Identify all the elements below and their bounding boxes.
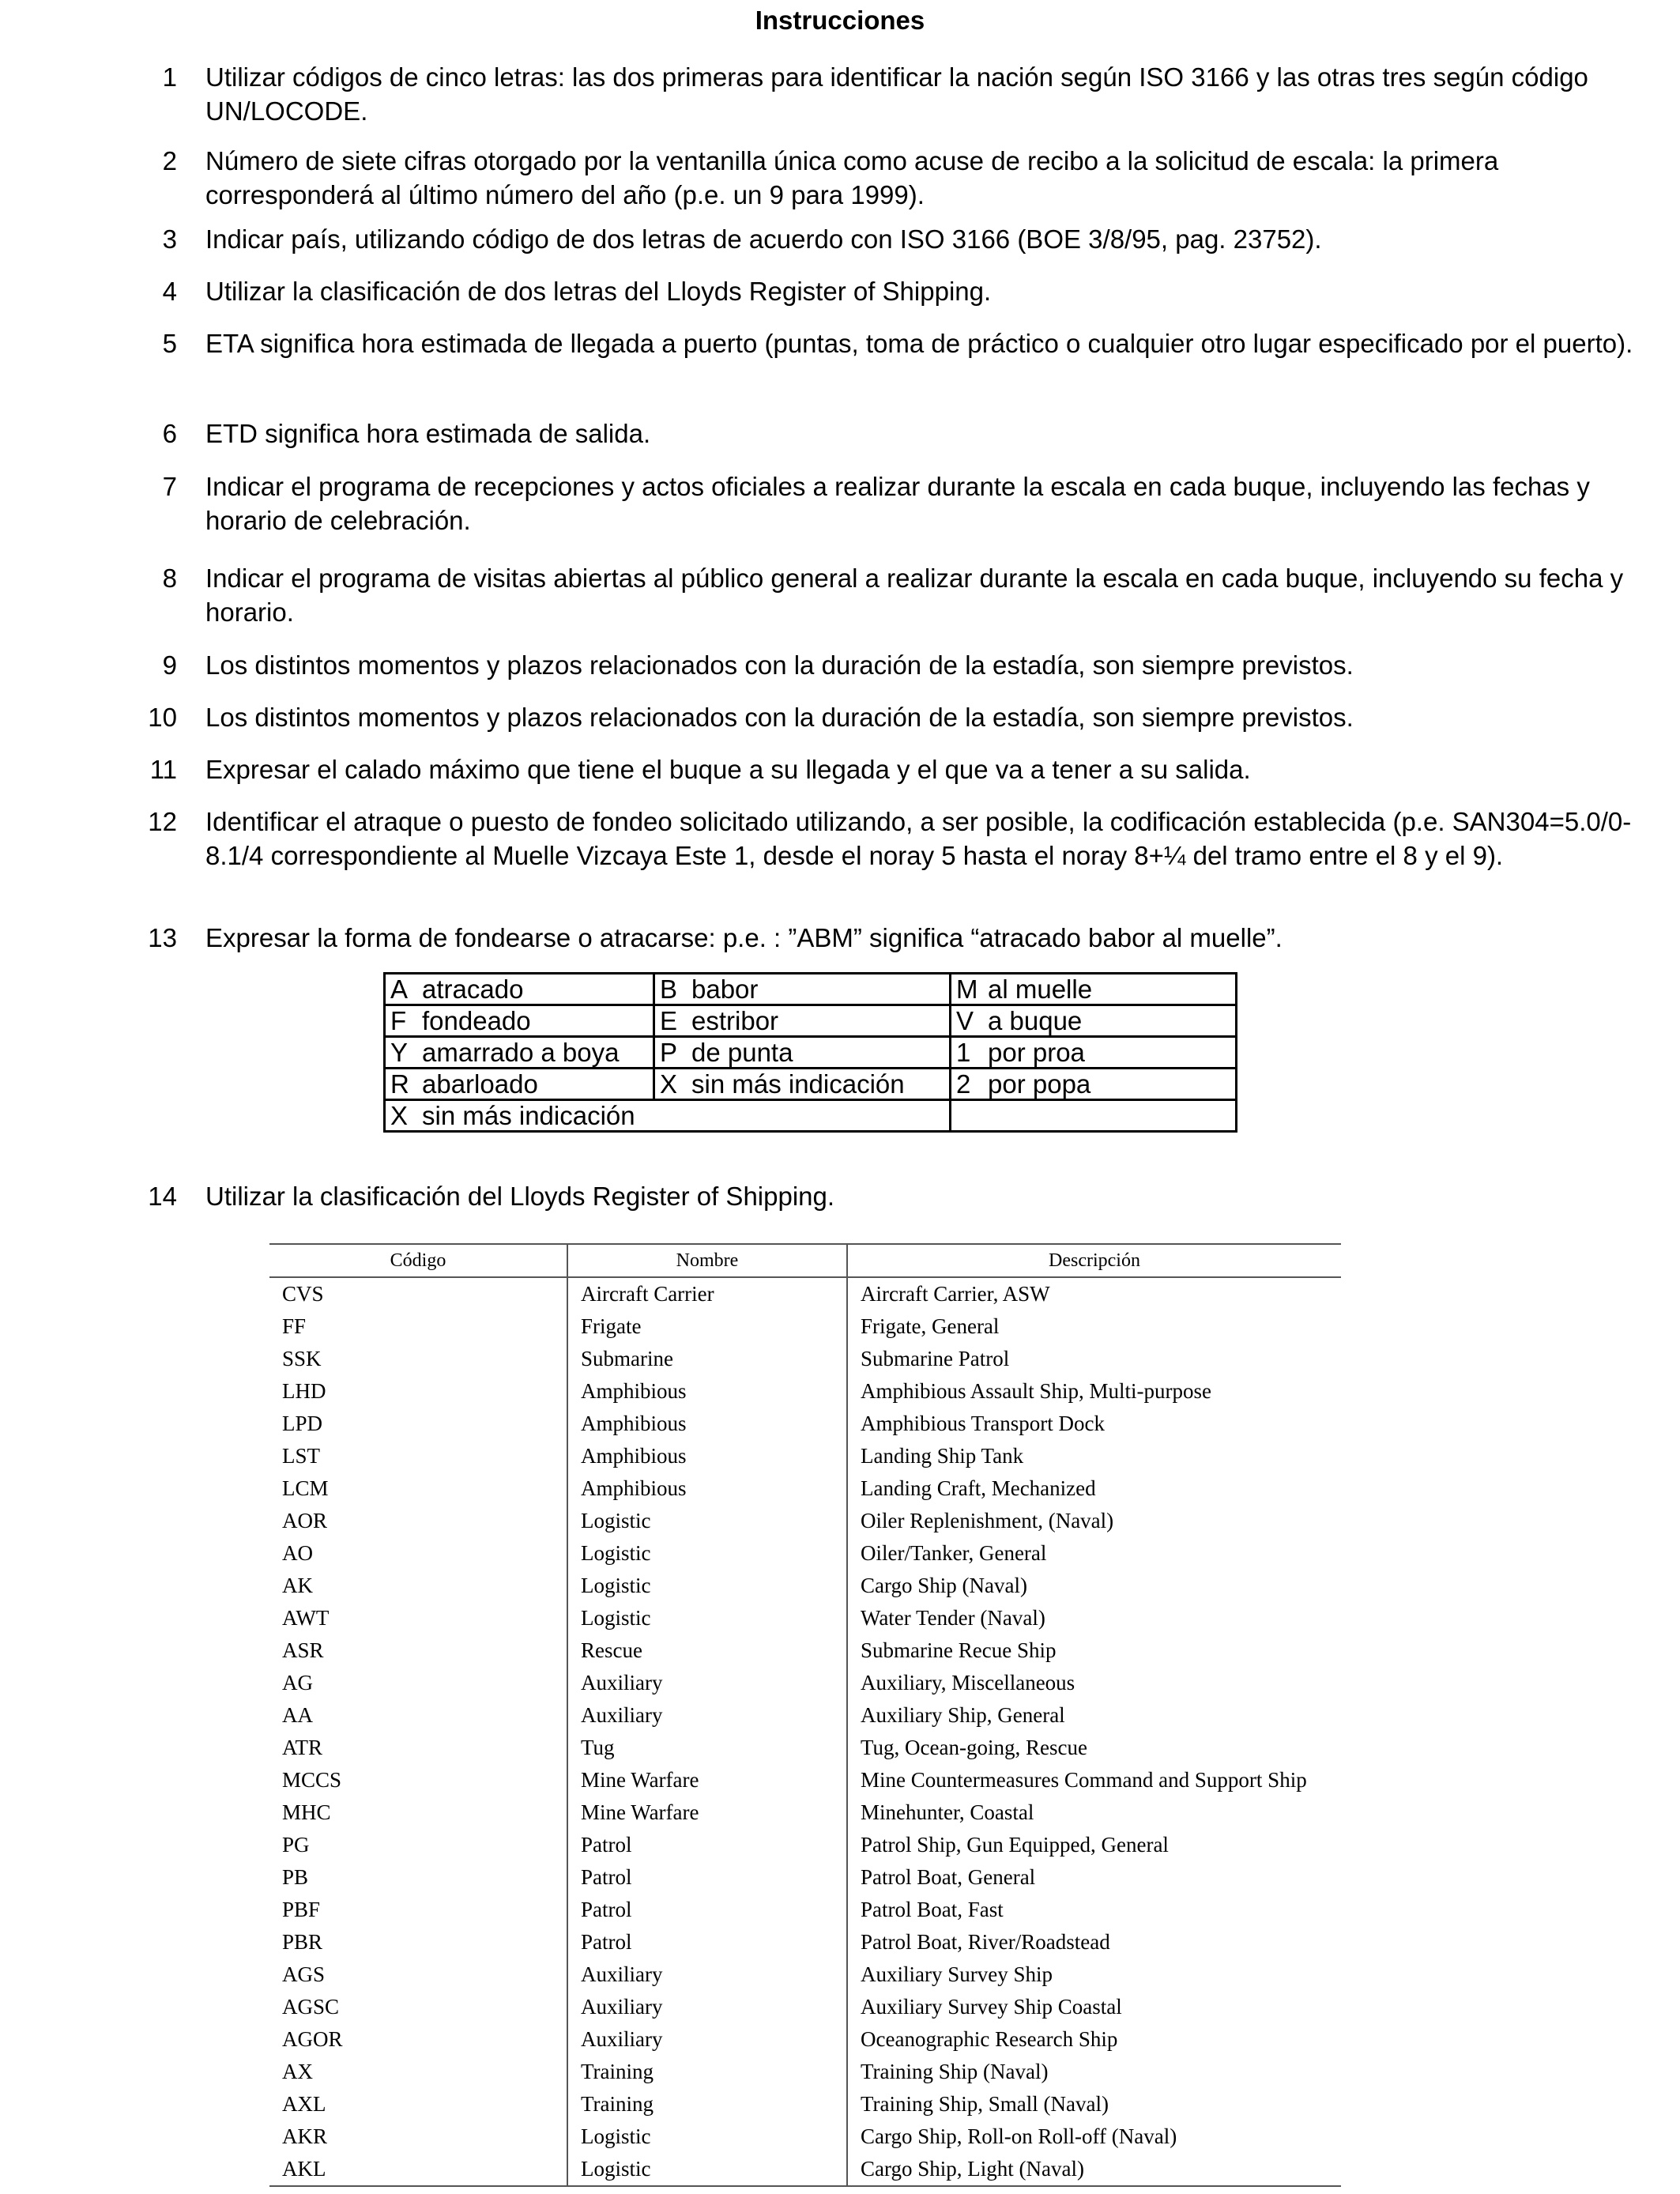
table-row: [269, 2120, 1341, 2153]
item-text: Indicar el programa de recepciones y actos oficiales a realizar durante la escala en cada buque, incluyendo las fechas y horario de celebración.: [205, 472, 1590, 535]
item-text: Los distintos momentos y plazos relacionados con la duración de la estadía, son siempre previstos.: [205, 703, 1354, 732]
mooring-codes-table: [383, 972, 1237, 1133]
table-row: [269, 1732, 1341, 1764]
item-number: 8: [162, 564, 177, 593]
table-row: [269, 1699, 1341, 1732]
cell-code: LPD: [282, 1412, 323, 1435]
table-cell: V a buque: [951, 1005, 1237, 1037]
cell-description: Frigate, General: [847, 1310, 1341, 1343]
cell-code: AKR: [282, 2124, 328, 2148]
table-row: [269, 1408, 1341, 1440]
cell-name: Logistic: [567, 1602, 847, 1634]
table-row: [269, 2088, 1341, 2120]
column-header-description: Descripción: [847, 1244, 1341, 1277]
cell-description: Aircraft Carrier, ASW: [847, 1277, 1341, 1310]
table-row: [269, 1310, 1341, 1343]
table-row: [269, 2023, 1341, 2056]
item-number: 7: [162, 472, 177, 501]
cell-code: AKL: [269, 2153, 567, 2186]
cell-code: FF: [282, 1314, 307, 1338]
cell-name: Submarine: [567, 1343, 847, 1375]
table-row: [269, 1991, 1341, 2023]
item-text: Los distintos momentos y plazos relacionados con la duración de la estadía, son siempre previstos.: [205, 650, 1354, 680]
cell-code: AGOR: [282, 2027, 343, 2051]
cell-name: Auxiliary: [567, 2023, 847, 2056]
cell-name: Amphibious: [567, 1408, 847, 1440]
cell-code: AA: [282, 1703, 313, 1727]
cell-name: Logistic: [567, 1505, 847, 1537]
table-row: [269, 1894, 1341, 1926]
table-row: [385, 1100, 1237, 1132]
table-cell: B babor: [654, 974, 951, 1005]
table-row: [269, 1375, 1341, 1408]
cell-description: Training Ship (Naval): [847, 2056, 1341, 2088]
item-number: 3: [162, 224, 177, 254]
item-text: Expresar el calado máximo que tiene el buque a su llegada y el que va a tener a su salida.: [205, 755, 1251, 784]
cell-code: PBF: [282, 1898, 321, 1921]
cell-description: Amphibious Transport Dock: [847, 1408, 1341, 1440]
cell-description: Training Ship, Small (Naval): [847, 2088, 1341, 2120]
cell-description: Patrol Boat, Fast: [847, 1894, 1341, 1926]
cell-description: Submarine Patrol: [847, 1343, 1341, 1375]
cell-code: AG: [282, 1671, 313, 1695]
cell-description: Landing Ship Tank: [847, 1440, 1341, 1472]
cell-code: ASR: [282, 1638, 324, 1662]
cell-description: Oiler/Tanker, General: [847, 1537, 1341, 1570]
cell-name: Auxiliary: [567, 1958, 847, 1991]
table-cell: X sin más indicación: [385, 1100, 951, 1132]
item-text: Indicar país, utilizando código de dos letras de acuerdo con ISO 3166 (BOE 3/8/95, pag. 23752).: [205, 224, 1322, 254]
table-header-row: [269, 1244, 1341, 1277]
item-text: Utilizar la clasificación de dos letras del Lloyds Register of Shipping.: [205, 277, 992, 306]
item-text: Número de siete cifras otorgado por la ventanilla única como acuse de recibo a la solicitud de escala: la primera corresponderá al último número del año (p.e. un 9 para 1999).: [205, 146, 1499, 209]
item-number: 4: [162, 277, 177, 306]
item-text: Identificar el atraque o puesto de fondeo solicitado utilizando, a ser posible, la codificación establecida (p.e. SAN304=5.0/0-8.1/4 correspondiente al Muelle Vizcaya Este 1, desde el noray 5 hasta el noray 8+¼ del tramo entre el 8 y el 9).: [205, 807, 1632, 870]
cell-description: Oiler Replenishment, (Naval): [847, 1505, 1341, 1537]
cell-name: Amphibious: [567, 1472, 847, 1505]
item-number: 13: [148, 923, 177, 952]
cell-code: AGS: [282, 1962, 326, 1986]
cell-code: AGSC: [282, 1995, 340, 2019]
item-text: Indicar el programa de visitas abiertas al público general a realizar durante la escala en cada buque, incluyendo su fecha y horario.: [205, 564, 1624, 627]
cell-name: Logistic: [567, 2120, 847, 2153]
item-number: 9: [162, 650, 177, 680]
page-title: Instrucciones: [755, 6, 925, 35]
table-row: [269, 1958, 1341, 1991]
cell-name: Logistic: [567, 2153, 847, 2186]
cell-description: Mine Countermeasures Command and Support Ship: [847, 1764, 1341, 1796]
cell-code: LHD: [282, 1379, 326, 1403]
cell-name: Patrol: [567, 1926, 847, 1958]
cell-code: CVS: [282, 1282, 324, 1306]
table-row: [269, 1829, 1341, 1861]
cell-description: Auxiliary Survey Ship Coastal: [847, 1991, 1341, 2023]
item-text: Expresar la forma de fondearse o atracarse: p.e. : ”ABM” significa “atracado babor al muelle”.: [205, 923, 1283, 952]
cell-code: MHC: [282, 1800, 331, 1824]
item-number: 1: [162, 62, 177, 92]
item-number: 5: [162, 329, 177, 358]
cell-name: Aircraft Carrier: [567, 1277, 847, 1310]
table-cell: 1 por proa: [951, 1037, 1237, 1069]
cell-name: Auxiliary: [567, 1667, 847, 1699]
cell-description: Cargo Ship, Roll-on Roll-off (Naval): [847, 2120, 1341, 2153]
item-number: 10: [148, 703, 177, 732]
item-text: Utilizar códigos de cinco letras: las dos primeras para identificar la nación según ISO 3166 y las otras tres según código UN/LOCODE.: [205, 62, 1588, 126]
cell-name: Logistic: [567, 1537, 847, 1570]
cell-description: Patrol Boat, River/Roadstead: [847, 1926, 1341, 1958]
cell-description: Water Tender (Naval): [847, 1602, 1341, 1634]
cell-description: Auxiliary, Miscellaneous: [847, 1667, 1341, 1699]
table-cell: [951, 1100, 1237, 1132]
cell-name: Training: [567, 2088, 847, 2120]
table-cell: Y amarrado a boya: [385, 1037, 654, 1069]
table-cell: P de punta: [654, 1037, 951, 1069]
cell-description: Auxiliary Survey Ship: [847, 1958, 1341, 1991]
cell-name: Rescue: [567, 1634, 847, 1667]
cell-description: Patrol Ship, Gun Equipped, General: [847, 1829, 1341, 1861]
table-row: [269, 1764, 1341, 1796]
table-row: [269, 1634, 1341, 1667]
table-cell: X sin más indicación: [654, 1069, 951, 1100]
cell-code: AOR: [282, 1509, 328, 1532]
cell-name: Auxiliary: [567, 1991, 847, 2023]
cell-name: Logistic: [567, 1570, 847, 1602]
item-text: ETD significa hora estimada de salida.: [205, 419, 651, 448]
cell-name: Amphibious: [567, 1440, 847, 1472]
table-row: [385, 1037, 1237, 1069]
ship-table-body: [269, 1277, 1341, 2186]
cell-name: Mine Warfare: [567, 1796, 847, 1829]
column-header-code: Código: [269, 1244, 567, 1277]
item-number: 14: [148, 1182, 177, 1211]
cell-description: Landing Craft, Mechanized: [847, 1472, 1341, 1505]
table-row: [269, 2153, 1341, 2186]
table-cell: M al muelle: [951, 974, 1237, 1005]
cell-description: Tug, Ocean-going, Rescue: [847, 1732, 1341, 1764]
table-row: [269, 1277, 1341, 1310]
cell-code: MCCS: [282, 1768, 342, 1792]
cell-code: PB: [282, 1865, 309, 1889]
table-row: [269, 1602, 1341, 1634]
cell-code: AK: [282, 1574, 313, 1597]
item-text: Utilizar la clasificación del Lloyds Register of Shipping.: [205, 1182, 835, 1211]
table-row: [269, 1537, 1341, 1570]
table-row: [269, 2056, 1341, 2088]
cell-code: ATR: [282, 1736, 323, 1759]
cell-name: Auxiliary: [567, 1699, 847, 1732]
table-row: [269, 1440, 1341, 1472]
table-row: [269, 1861, 1341, 1894]
cell-name: Amphibious: [567, 1375, 847, 1408]
ship-classification-table: [269, 1243, 1341, 2187]
cell-description: Oceanographic Research Ship: [847, 2023, 1341, 2056]
cell-description: Patrol Boat, General: [847, 1861, 1341, 1894]
cell-description: Amphibious Assault Ship, Multi-purpose: [847, 1375, 1341, 1408]
cell-code: LCM: [282, 1476, 329, 1500]
table-cell: A atracado: [385, 974, 654, 1005]
cell-code: AX: [282, 2060, 313, 2083]
table-row: [269, 1926, 1341, 1958]
cell-code: AO: [282, 1541, 313, 1565]
table-row: [385, 974, 1237, 1005]
cell-name: Tug: [567, 1732, 847, 1764]
cell-description: Cargo Ship, Light (Naval): [847, 2153, 1341, 2186]
cell-name: Frigate: [567, 1310, 847, 1343]
cell-description: Auxiliary Ship, General: [847, 1699, 1341, 1732]
item-number: 6: [162, 419, 177, 448]
table-row: [269, 1570, 1341, 1602]
column-header-name: Nombre: [567, 1244, 847, 1277]
cell-description: Cargo Ship (Naval): [847, 1570, 1341, 1602]
table-row: [269, 1505, 1341, 1537]
table-row: [269, 1796, 1341, 1829]
table-row: [269, 1472, 1341, 1505]
table-row: [385, 1005, 1237, 1037]
cell-code: AXL: [282, 2092, 326, 2116]
item-text: ETA significa hora estimada de llegada a puerto (puntas, toma de práctico o cualquier otro lugar especificado por el puerto).: [205, 329, 1633, 358]
table-row: [269, 1667, 1341, 1699]
cell-code: LST: [282, 1444, 321, 1468]
cell-description: Submarine Recue Ship: [847, 1634, 1341, 1667]
item-number: 12: [148, 807, 177, 836]
cell-name: Patrol: [567, 1894, 847, 1926]
table-cell: F fondeado: [385, 1005, 654, 1037]
table-row: [385, 1069, 1237, 1100]
table-cell: R abarloado: [385, 1069, 654, 1100]
cell-description: Minehunter, Coastal: [847, 1796, 1341, 1829]
cell-code: SSK: [282, 1347, 322, 1370]
cell-code: PBR: [282, 1930, 323, 1954]
cell-name: Training: [567, 2056, 847, 2088]
cell-name: Patrol: [567, 1829, 847, 1861]
item-number: 11: [149, 755, 177, 784]
cell-name: Mine Warfare: [567, 1764, 847, 1796]
cell-name: Patrol: [567, 1861, 847, 1894]
table-cell: 2 por popa: [951, 1069, 1237, 1100]
item-number: 2: [162, 146, 177, 175]
table-row: [269, 1343, 1341, 1375]
cell-code: PG: [282, 1833, 310, 1857]
cell-code: AWT: [282, 1606, 330, 1630]
table-cell: E estribor: [654, 1005, 951, 1037]
